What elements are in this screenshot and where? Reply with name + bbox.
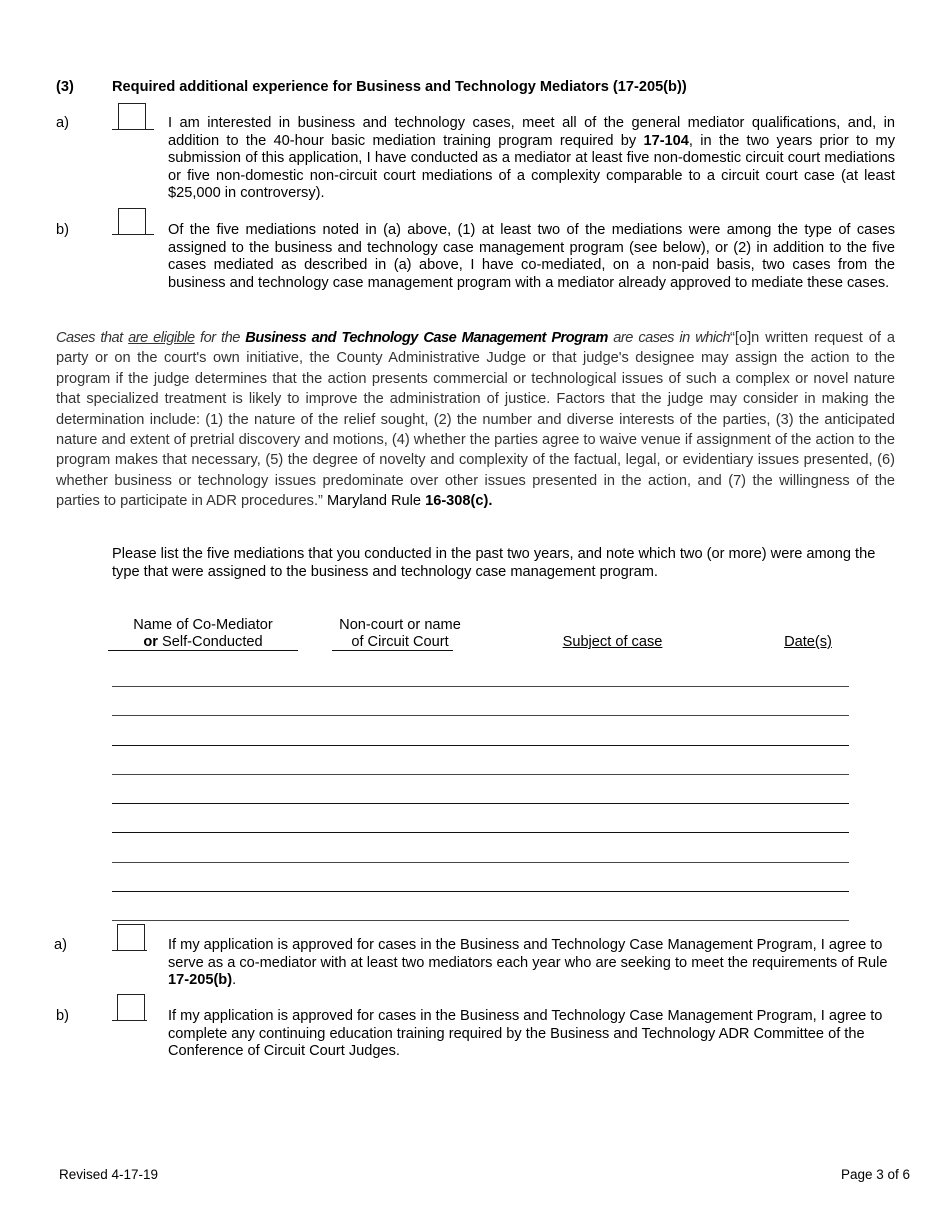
checkbox-underline	[112, 129, 154, 130]
mediation-entry-line[interactable]	[112, 715, 849, 716]
checkbox-agreement-a[interactable]	[117, 924, 145, 950]
mediation-entry-line[interactable]	[112, 774, 849, 775]
mediation-entry-line[interactable]	[112, 862, 849, 863]
column-header-dates: Date(s)	[784, 634, 832, 650]
mediation-entry-line[interactable]	[112, 686, 849, 687]
header-underline	[332, 650, 453, 651]
mediation-entry-line[interactable]	[112, 832, 849, 833]
mediation-entry-line[interactable]	[112, 803, 849, 804]
mediation-entry-line[interactable]	[112, 891, 849, 892]
agreement-a-text: If my application is approved for cases in the Business and Technology Case Management Program, I agree to serve as a co-mediator with at least two mediators each year who are seeking to meet the requirements of Rule 17-205(b).	[168, 937, 888, 988]
item-b-label: b)	[56, 222, 69, 238]
mediation-entry-line[interactable]	[112, 920, 849, 921]
eligibility-paragraph: Cases that are eligible for the Business and Technology Case Management Program are cases in which“[o]n written request of a party or on the court's own initiative, the County Administrative Judge or that judge's designee may assign the action to the program if the judge determines that the action presents commercial or technological issues of such a complex or novel nature that specialized treatment is likely to improve the administration of justice. Factors that the judge may consider in making the determination include: (1) the nature of the relief sought, (2) the number and diverse interests of the parties, (3) the anticipated nature and extent of pretrial discovery and motions, (4) whether the parties agree to waive venue if assignment of the action to the program makes that necessary, (5) the degree of novelty and complexity of the factual, legal, or evidentiary issues presented, (6) whether business or technology issues predominate over other issues presented in the action, and (7) the willingness of the parties to participate in ADR procedures.” Maryland Rule 16-308(c).	[56, 330, 896, 510]
item-a-text: I am interested in business and technology cases, meet all of the general mediator qualifications, and, in addition to the 40-hour basic mediation training program required by 17-104, in the two years prior to my submission of this application, I have conducted as a mediator at least five non-domestic circuit court mediations or five non-domestic non-circuit court mediations of a complexity comparable to a circuit court case (at least $25,000 in controversy).	[168, 115, 895, 201]
checkbox-experience-b[interactable]	[118, 208, 146, 234]
revision-date: Revised 4-17-19	[59, 1167, 159, 1182]
item-a-label: a)	[56, 115, 69, 131]
checkbox-underline	[112, 1020, 147, 1021]
header-underline	[108, 650, 298, 651]
checkbox-experience-a[interactable]	[118, 103, 146, 129]
checkbox-agreement-b[interactable]	[117, 994, 145, 1020]
mediation-entry-line[interactable]	[112, 745, 849, 746]
section-number: (3)	[56, 79, 74, 95]
agreement-b-label: b)	[56, 1008, 69, 1024]
item-b-text: Of the five mediations noted in (a) above, (1) at least two of the mediations were among the type of cases assigned to the business and technology case management program (see below), or (2) in addition to the five cases mediated as described in (a) above, I have co-mediated, on a non-paid basis, two cases from the business and technology case management program with a mediator already approved to mediate these cases.	[168, 222, 895, 291]
checkbox-underline	[112, 234, 154, 235]
section-title: Required additional experience for Business and Technology Mediators (17-205(b))	[112, 79, 687, 95]
column-header-subject: Subject of case	[562, 634, 663, 650]
agreement-b-text: If my application is approved for cases in the Business and Technology Case Management Program, I agree to complete any continuing education training required by the Business and Technology ADR Committee of the Conference of Circuit Court Judges.	[168, 1008, 883, 1059]
agreement-a-label: a)	[54, 937, 67, 953]
list-instructions: Please list the five mediations that you conducted in the past two years, and note which two (or more) were among the type that were assigned to the business and technology case management program.	[112, 546, 876, 580]
column-header-co-mediator: Name of Co-Mediator or Self-Conducted	[133, 617, 273, 650]
column-header-court: Non-court or name of Circuit Court	[339, 617, 461, 650]
checkbox-underline	[112, 950, 147, 951]
page-number: Page 3 of 6	[840, 1167, 910, 1182]
